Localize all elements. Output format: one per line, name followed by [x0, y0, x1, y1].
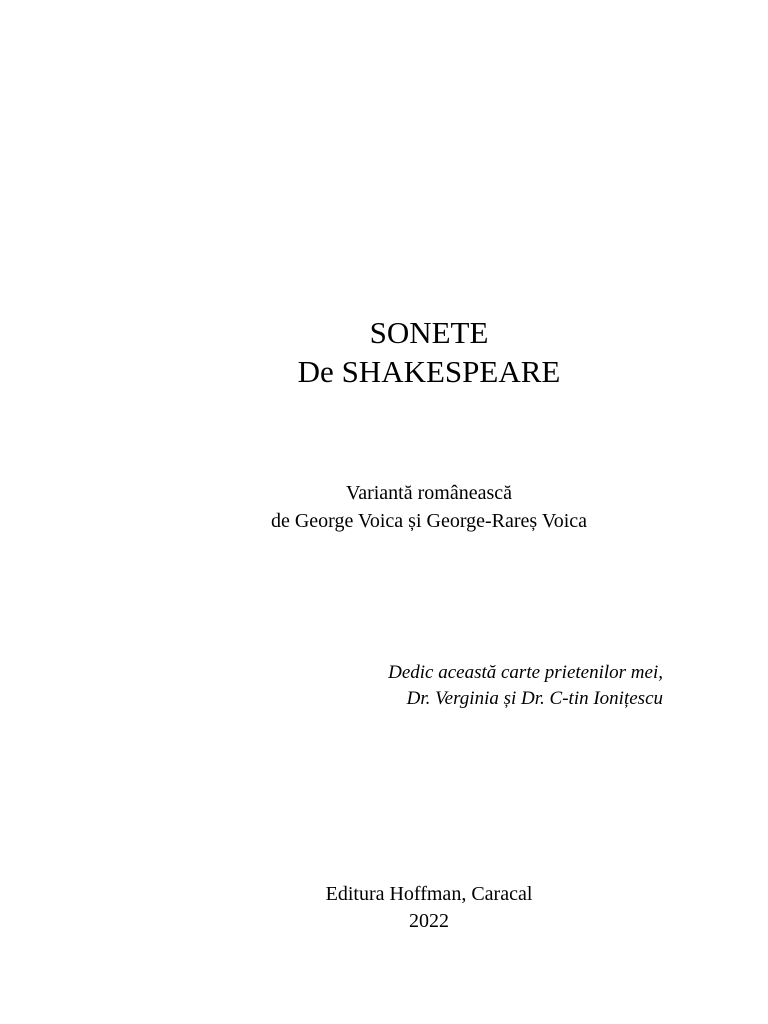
dedication	[388, 660, 663, 712]
title-line-2: De SHAKESPEARE	[297, 354, 561, 389]
publisher-name: Editura Hoffman, Caracal	[325, 883, 533, 905]
dedication-line-1: Dedic această carte prietenilor mei,	[388, 662, 663, 683]
title-line-1: SONETE	[369, 315, 489, 350]
dedication-line-2: Dr. Verginia și Dr. C-tin Ionițescu	[406, 688, 663, 709]
subtitle-line-2: de George Voica și George-Rareș Voica	[270, 510, 588, 532]
book-subtitle	[0, 479, 768, 535]
publisher-info	[0, 881, 768, 935]
subtitle-line-1: Variantă românească	[345, 482, 512, 504]
book-title	[0, 313, 768, 391]
publication-year: 2022	[409, 910, 449, 932]
